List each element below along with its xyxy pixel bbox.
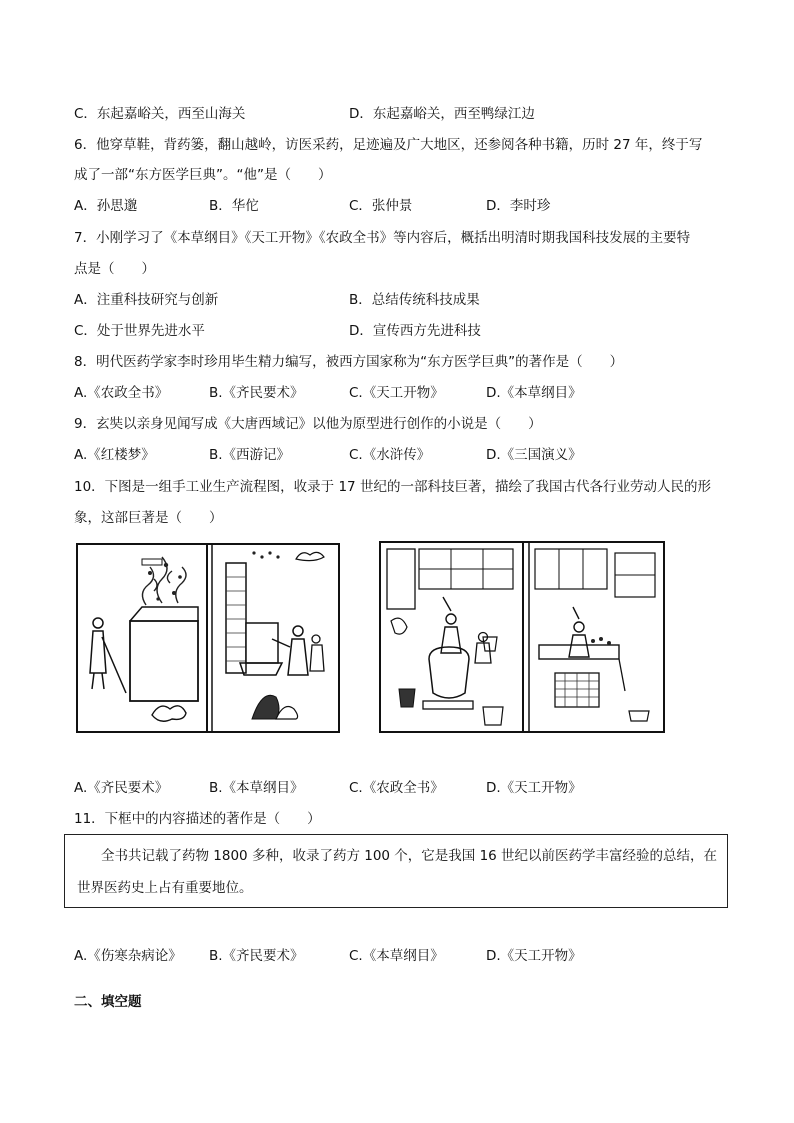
q9-stem: 9．玄奘以亲身见闻写成《大唐西域记》以他为原型进行创作的小说是（ ） [74,416,542,432]
q7-stem-line1: 7．小刚学习了《本草纲目》《天工开物》《农政全书》等内容后，概括出明清时期我国科技发展的主要特 [74,230,691,246]
q8-option-d: D.《本草纲目》 [486,385,582,401]
q9-options [74,446,734,464]
q9-option-c: C.《水浒传》 [349,447,431,463]
q5-option-d: D．东起嘉峪关，西至鸭绿江边 [349,106,535,122]
q10-options [74,779,734,797]
q9-option-d: D.《三国演义》 [486,447,582,463]
q11-options [74,947,734,965]
q8-option-b: B.《齐民要术》 [209,385,304,401]
q6-option-d: D．李时珍 [486,198,551,214]
q11-option-c: C.《本草纲目》 [349,948,444,964]
q11-quote-box [64,834,728,908]
q11-stem: 11．下框中的内容描述的著作是（ ） [74,811,321,827]
q7-option-d: D．宣传西方先进科技 [349,323,481,339]
q5-option-c: C．东起嘉峪关，西至山海关 [74,106,246,122]
q7-options-row1 [74,291,734,309]
q7-stem-line2: 点是（ ） [74,261,155,277]
q11-box-line2: 世界医药史上占有重要地位。 [77,880,253,896]
q8-stem: 8．明代医药学家李时珍用毕生精力编写，被西方国家称为“东方医学巨典”的著作是（ ） [74,354,624,370]
q9-option-a: A.《红楼梦》 [74,447,155,463]
handicraft-illustration-left [76,543,340,733]
q11-box-line1: 全书共记载了药物 1800 多种，收录了药方 100 个，它是我国 16 世纪以前医药学丰富经验的总结，在 [101,848,718,864]
q7-option-c: C．处于世界先进水平 [74,323,205,339]
q11-option-d: D.《天工开物》 [486,948,582,964]
q6-stem-line2: 成了一部“东方医学巨典”。“他”是（ ） [74,167,332,183]
q11-option-a: A.《伤寒杂病论》 [74,948,182,964]
q7-options-row2 [74,322,734,340]
section-title: 二、填空题 [74,994,142,1010]
q8-options [74,384,734,402]
q8-option-a: A.《农政全书》 [74,385,169,401]
q6-option-c: C．张仲景 [349,198,413,214]
q11-option-b: B.《齐民要术》 [209,948,304,964]
q10-stem-line2: 象，这部巨著是（ ） [74,510,223,526]
q6-options [74,197,734,215]
q5-options [74,105,734,123]
q6-option-b: B．华佗 [209,198,259,214]
q7-option-b: B．总结传统科技成果 [349,292,480,308]
q10-option-b: B.《本草纲目》 [209,780,304,796]
q10-option-d: D.《天工开物》 [486,780,582,796]
q6-stem-line1: 6．他穿草鞋，背药篓，翻山越岭，访医采药，足迹遍及广大地区，还参阅各种书籍，历时 27 年，终于写 [74,137,703,153]
q6-option-a: A．孙思邈 [74,198,138,214]
q10-option-a: A.《齐民要术》 [74,780,169,796]
q9-option-b: B.《西游记》 [209,447,291,463]
q10-stem-line1: 10．下图是一组手工业生产流程图，收录于 17 世纪的一部科技巨著，描绘了我国古代各行业劳动人民的形 [74,479,711,495]
handicraft-illustration-right [379,541,665,733]
q10-option-c: C.《农政全书》 [349,780,444,796]
q7-option-a: A．注重科技研究与创新 [74,292,219,308]
q8-option-c: C.《天工开物》 [349,385,444,401]
